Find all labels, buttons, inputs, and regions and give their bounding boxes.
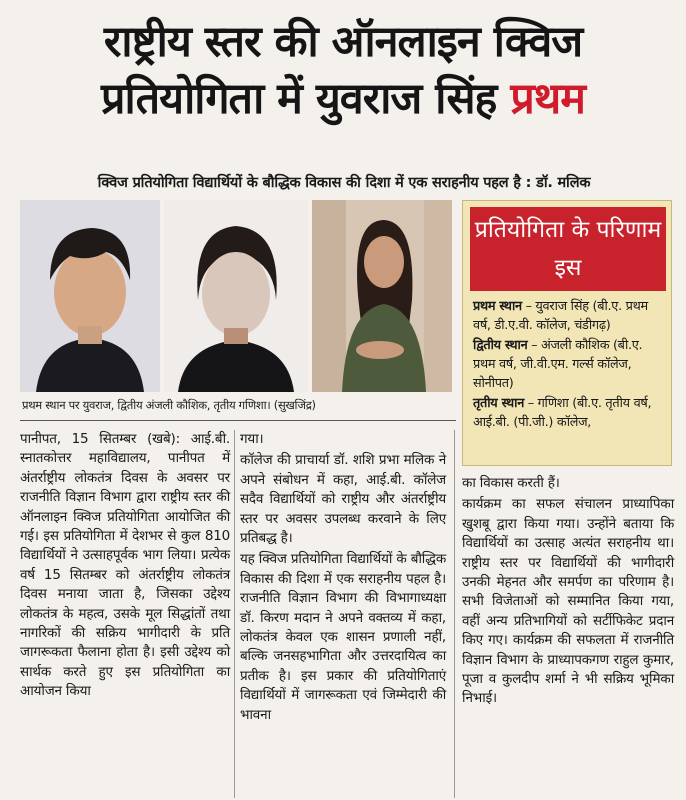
result-second [473,336,667,393]
headline-accent: प्रथम [510,74,585,124]
results-body [473,297,667,433]
results-title: प्रतियोगिता के परिणाम इस [470,207,666,291]
result-second-text: – अंजली कौशिक (बी.ए. प्रथम वर्ष, जी.वी.एम. गर्ल्स कॉलेज, सोनीपत) [473,338,643,391]
result-third-text: – गणिशा (बी.ए. तृतीय वर्ष, आई.बी. (पी.जी.) कॉलेज, [473,396,652,430]
article-paragraph: कॉलेज की प्राचार्या डॉ. शशि प्रभा मलिक ने अपने संबोधन में कहा, आई.बी. कॉलेज सदैव विद्यार्थियों को राष्ट्रीय और अंतर्राष्ट्रीय स्तर पर अवसर उपलब्ध करवाने के लिए प्रतिबद्ध है। [240,452,446,547]
article-paragraph: पानीपत, 15 सितम्बर (खबे): आई.बी. स्नातकोत्तर महाविद्यालय, पानीपत में अंतर्राष्ट्रीय लोकतंत्र दिवस के अवसर पर राजनीति विज्ञान विभाग द्वारा राष्ट्रीय स्तर की ऑनलाइन क्विज प्रतियोगिता आयोजित की गई। इस प्रतियोगिता में देशभर से कुल 810 विद्यार्थियों ने उत्साहपूर्वक भाग लिया। प्रत्येक वर्ष 15 सितम्बर को अंतर्राष्ट्रीय लोकतंत्र दिवस मनाया जाता है, जिसका उद्देश्य लोकतंत्र के महत्व, उसके मूल सिद्धांतों तथा नागरिकों की सक्रिय भागीदारी के प्रति जागरूकता फैलाना होता है। इसी उद्देश्य को सार्थक करते हुए इस प्रतियोगिता का आयोजन किया [20,431,230,700]
article-paragraph: का विकास करती हैं। [462,475,560,491]
headline-line2-main: प्रतियोगिता में युवराज सिंह [101,74,511,124]
result-first-text: – युवराज सिंह (बी.ए. प्रथम वर्ष, डी.ए.वी. कॉलेज, चंडीगढ़) [473,299,648,333]
article-column-2 [240,430,446,725]
column-divider [234,430,235,798]
article-paragraph: कार्यक्रम का सफल संचालन प्राध्यापिका खुशबू द्वारा किया गया। उन्होंने बताया कि विद्यार्थियों का उत्साह अत्यंत सराहनीय था। राष्ट्रीय स्तर पर विद्यार्थियों की भागीदारी उनकी मेहनत और समर्पण का परिणाम है। सभी विजेताओं को सम्मानित किया गया, वहीं अन्य प्रतिभागियों को सर्टीफिकेट प्रदान किए गए। कार्यक्रम की सफलता में राजनीति विज्ञान विभाग के प्राध्यापकगण राहुल कुमार, पूजा व कुलदीप शर्मा ने भी सक्रिय भूमिका निभाई। [462,496,674,707]
photo-strip [20,200,452,392]
article-paragraph: यह क्विज प्रतियोगिता विद्यार्थियों के बौद्धिक विकास की दिशा में एक सराहनीय पहल है। राजनीति विज्ञान विभाग की विभागाध्यक्षा डॉ. किरण मदान ने अपने वक्तव्य में कहा, लोकतंत्र केवल एक शासन प्रणाली नहीं, बल्कि जनसहभागिता और उत्तरदायित्व का प्रतीक है। इस प्रकार की प्रतियोगिताएं विद्यार्थियों में जागरूकता एवं जिम्मेदारी की भावना [240,551,446,723]
headline-line2 [10,70,676,128]
photo-anjali [164,200,308,392]
result-first [473,297,667,335]
result-third-label: तृतीय स्थान [473,396,524,411]
article-column-3 [462,474,674,709]
article-paragraph: गया। [240,431,264,447]
headline-line1: राष्ट्रीय स्तर की ऑनलाइन क्विज [103,17,583,67]
headline [10,14,676,128]
photo-ganisha [312,200,452,392]
results-box [462,200,672,466]
photo-caption: प्रथम स्थान पर युवराज, द्वितीय अंजली कौशिक, तृतीय गणिशा। (सुखजिंद्र) [22,398,316,412]
result-first-label: प्रथम स्थान [473,299,522,314]
result-third [473,394,667,432]
article-column-1 [20,430,230,702]
column-divider [454,430,455,798]
caption-divider [20,420,456,421]
subheadline: क्विज प्रतियोगिता विद्यार्थियों के बौद्धिक विकास की दिशा में एक सराहनीय पहल है : डॉ. मलिक [97,175,591,191]
photo-yuvraj [20,200,160,392]
result-second-label: द्वितीय स्थान [473,338,528,353]
